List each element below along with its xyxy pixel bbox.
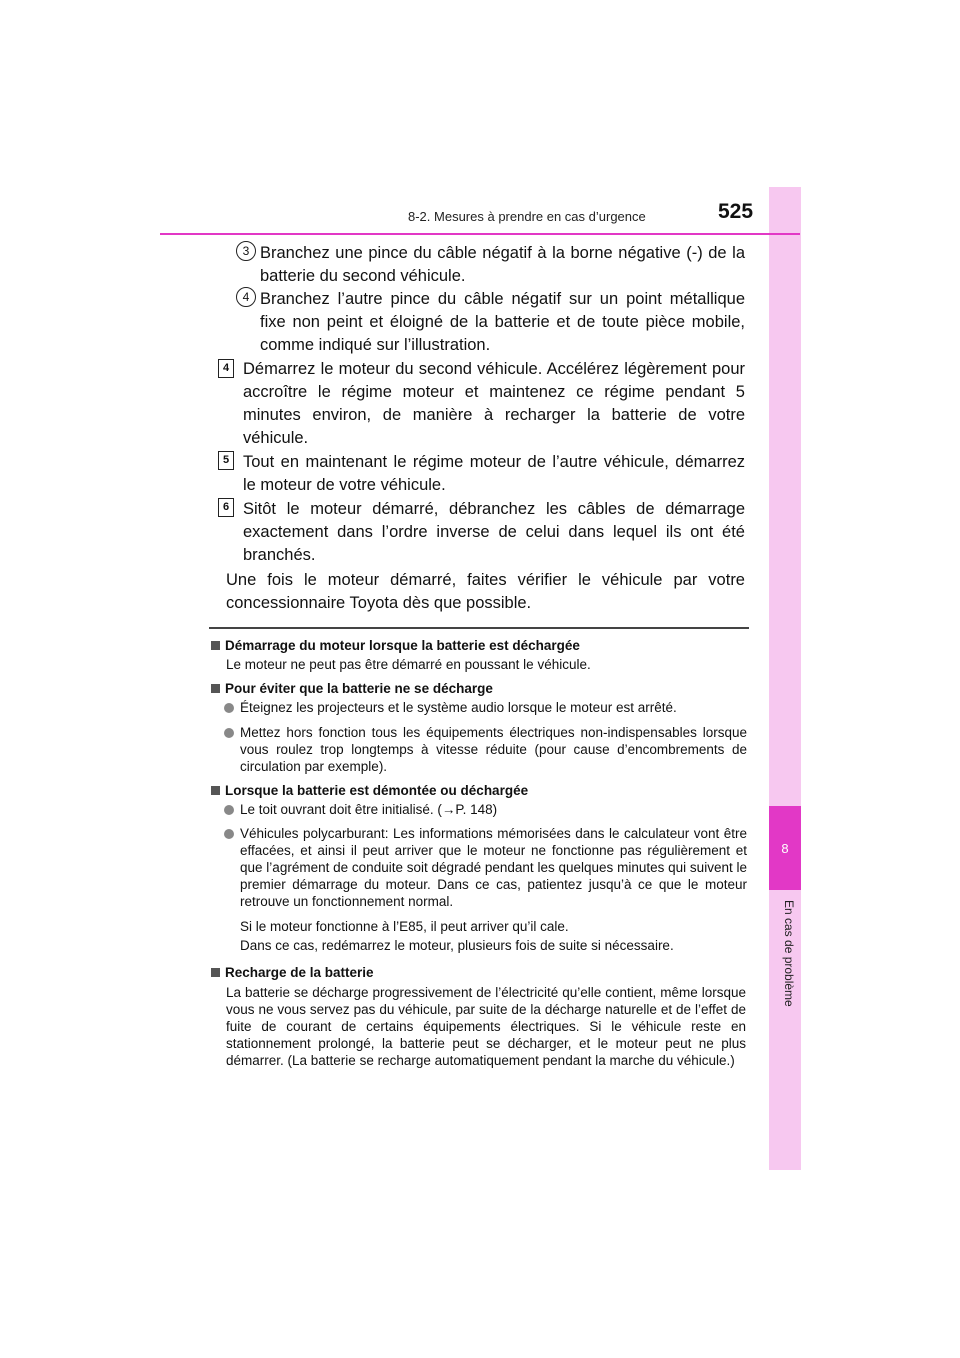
bullet-icon <box>224 805 234 815</box>
bullet-icon <box>224 728 234 738</box>
bullet-icon <box>224 829 234 839</box>
header-section-title: 8-2. Mesures à prendre en cas d’urgence <box>408 209 646 224</box>
notes-separator <box>209 627 749 629</box>
chapter-number-tab: 8 <box>769 806 801 890</box>
step-box-4-text: Démarrez le moteur du second véhicule. Accélérez légèrement pour accroître le régime moteur et maintenez ce régime pendant 5 minutes environ, de manière à recharger la batterie de votre véhicule. <box>243 360 745 447</box>
square-bullet-icon <box>211 968 220 977</box>
note-4-title <box>211 965 374 980</box>
note-3-para-1: Si le moteur fonctionne à l’E85, il peut arriver qu’il cale. <box>240 919 569 934</box>
note-2-title-text: Pour éviter que la batterie ne se décharge <box>225 681 493 696</box>
chapter-label: En cas de problème <box>782 900 796 1007</box>
bullet-icon <box>224 703 234 713</box>
chapter-label-wrap <box>782 900 903 1007</box>
step-3-text: Branchez une pince du câble négatif à la borne négative (-) de la batterie du second véhicule. <box>260 244 745 285</box>
note-2-bullet-1: Éteignez les projecteurs et le système audio lorsque le moteur est arrêté. <box>240 700 677 715</box>
note-3-title <box>211 783 528 798</box>
final-instruction: Une fois le moteur démarré, faites vérifier le véhicule par votre concessionnaire Toyota dès que possible. <box>226 571 745 612</box>
note-4-body: La batterie se décharge progressivement de l’électricité qu’elle contient, même lorsque vous ne vous servez pas du véhicule, par suite de la décharge naturelle et de l’effet de fuite de courant de certains équipements électriques. Si le véhicule reste en stationnement prolongé, la batterie peut se décharger, et le moteur peut ne plus démarrer. (La batterie se recharge automatiquement pendant la marche du véhicule.) <box>226 985 746 1068</box>
note-1-body: Le moteur ne peut pas être démarré en poussant le véhicule. <box>226 657 591 672</box>
square-bullet-icon <box>211 641 220 650</box>
note-4-title-text: Recharge de la batterie <box>225 965 374 980</box>
note-3-bullet-1: Le toit ouvrant doit être initialisé. (→P. 148) <box>240 802 498 817</box>
note-2-title <box>211 681 493 696</box>
square-bullet-icon <box>211 786 220 795</box>
step-box-6: 6 <box>218 498 234 517</box>
note-1-title-text: Démarrage du moteur lorsque la batterie est déchargée <box>225 638 580 653</box>
chapter-side-strip <box>769 187 801 1170</box>
note-1-title <box>211 638 580 653</box>
note-2-bullet-2: Mettez hors fonction tous les équipements électriques non-indispensables lorsque vous roulez trop longtemps à vitesse réduite (pour cause d’encombrements de circulation par exemple). <box>240 725 747 774</box>
header-divider <box>160 233 800 235</box>
step-box-6-text: Sitôt le moteur démarré, débranchez les câbles de démarrage exactement dans l’ordre inverse de celui dans lequel ils ont été branchés. <box>243 500 745 564</box>
step-4-text: Branchez l’autre pince du câble négatif sur un point métallique fixe non peint et éloigné de la batterie et de toute pièce mobile, comme indiqué sur l’illustration. <box>260 290 745 354</box>
step-circle-4: 4 <box>236 287 256 307</box>
note-3-bullet-2: Véhicules polycarburant: Les informations mémorisées dans le calculateur vont être effacées, et ainsi il peut arriver que le moteur ne fonctionne pas régulièrement et que l’agrément de conduite soit dégradé pendant les quelques minutes qui suivent le premier démarrage du moteur. Dans ce cas, patientez jusqu’à ce que le moteur retrouve un fonctionnement normal. <box>240 826 747 909</box>
step-circle-3: 3 <box>236 241 256 261</box>
square-bullet-icon <box>211 684 220 693</box>
note-3-title-text: Lorsque la batterie est démontée ou déchargée <box>225 783 529 798</box>
note-3-para-2: Dans ce cas, redémarrez le moteur, plusieurs fois de suite si nécessaire. <box>240 938 674 953</box>
step-box-4: 4 <box>218 359 234 378</box>
page-number: 525 <box>718 200 754 223</box>
step-box-5: 5 <box>218 451 234 470</box>
step-box-5-text: Tout en maintenant le régime moteur de l’autre véhicule, démarrez le moteur de votre véhicule. <box>243 453 745 494</box>
